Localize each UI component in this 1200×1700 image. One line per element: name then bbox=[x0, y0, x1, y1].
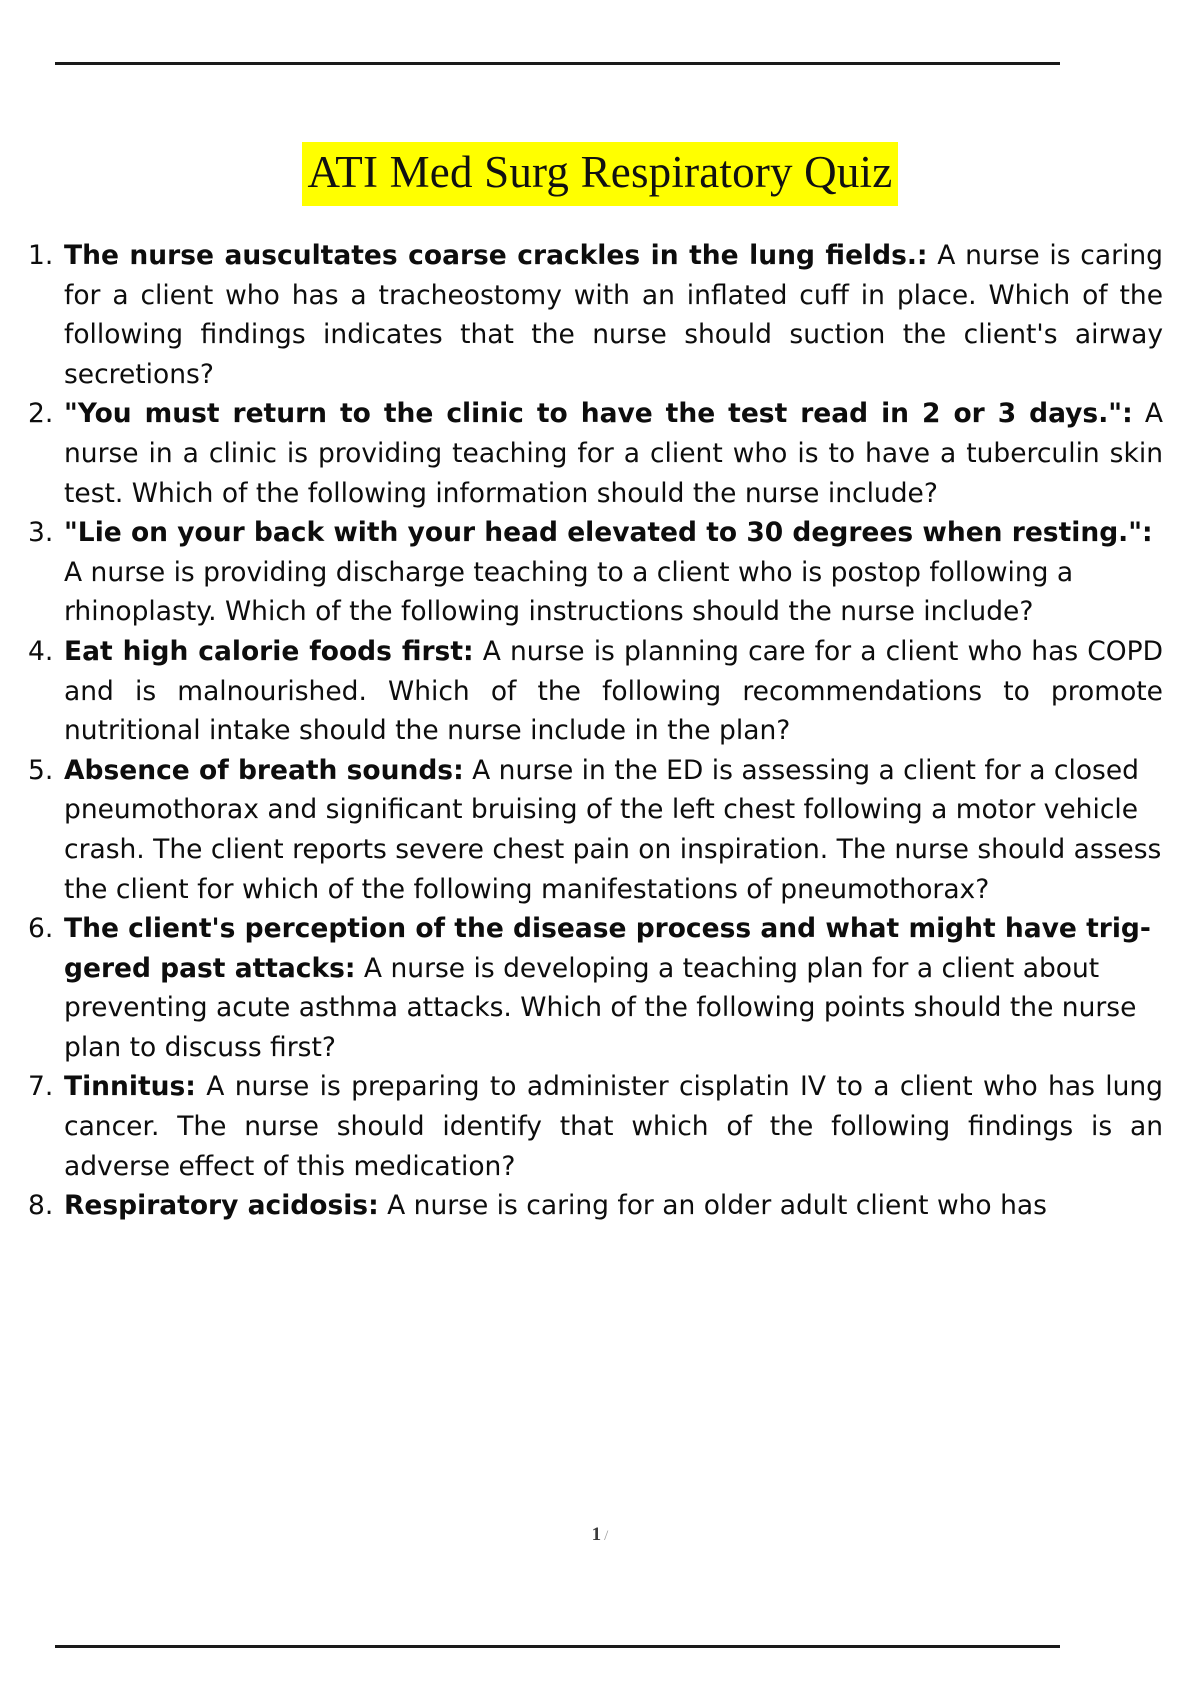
question-stem-2: A nurse in a clinic is providing teaching for a client who is to have a tuberculin skin test. Which of the following information should the nurse include? bbox=[64, 398, 1163, 509]
quiz-body bbox=[28, 236, 1163, 1226]
question-stem-8: A nurse is caring for an older adult client who has bbox=[378, 1190, 1047, 1222]
question-list bbox=[28, 236, 1163, 1226]
question-answer-2: "You must return to the clinic to have the test read in 2 or 3 days.": bbox=[64, 398, 1133, 430]
question-item-2 bbox=[28, 394, 1163, 513]
question-answer-3: "Lie on your back with your head elevated to 30 degrees when resting.": bbox=[64, 517, 1153, 549]
page-title: ATI Med Surg Respiratory Quiz bbox=[302, 142, 899, 206]
page-footer bbox=[0, 1524, 1200, 1546]
question-stem-6: A nurse is developing a teaching plan for a client about preventing acute asthma attacks. Which of the following points should the nurse plan to discuss first? bbox=[64, 952, 1137, 1063]
question-answer-8: Respiratory acidosis: bbox=[64, 1190, 379, 1222]
question-item-6 bbox=[28, 909, 1163, 1067]
question-item-4 bbox=[28, 632, 1163, 751]
question-stem-1: A nurse is caring for a client who has a tracheostomy with an inflated cuff in place. Which of the following findings indicates that the nurse should suction the client's airway secretions? bbox=[64, 240, 1163, 390]
page-number: 1 bbox=[591, 1524, 602, 1545]
question-answer-6: The client's perception of the disease process and what might have trig-gered past attacks: bbox=[64, 913, 1151, 984]
question-stem-5: A nurse in the ED is assessing a client for a closed pneumothorax and significant bruising of the left chest following a motor vehicle crash. The client reports severe chest pain on inspiration. The nurse should assess the client for which of the following manifestations of pneumothorax? bbox=[64, 754, 1162, 905]
question-stem-7: A nurse is preparing to administer cisplatin IV to a client who has lung cancer. The nurse should identify that which of the following findings is an adverse effect of this medication? bbox=[64, 1071, 1163, 1182]
question-item-1 bbox=[28, 236, 1163, 394]
question-stem-4: A nurse is planning care for a client who has COPD and is malnourished. Which of the following recommendations to promote nutritional intake should the nurse include in the plan? bbox=[64, 635, 1164, 747]
question-item-3 bbox=[28, 513, 1163, 632]
question-answer-5: Absence of breath sounds: bbox=[64, 754, 464, 786]
question-item-5 bbox=[28, 751, 1163, 909]
question-item-8 bbox=[28, 1186, 1163, 1226]
page-top-rule bbox=[55, 62, 1060, 65]
page-separator: / bbox=[604, 1528, 609, 1544]
question-answer-1: The nurse auscultates coarse crackles in the lung fields.: bbox=[64, 240, 928, 271]
question-item-7 bbox=[28, 1067, 1163, 1186]
page-title-container bbox=[0, 112, 1200, 236]
question-stem-3: A nurse is providing discharge teaching to a client who is postop following a rhinoplasty. Which of the following instructions should the nurse include? bbox=[64, 556, 1074, 628]
question-answer-4: Eat high calorie foods first: bbox=[64, 635, 474, 667]
page-bottom-rule bbox=[55, 1645, 1060, 1648]
question-answer-7: Tinnitus: bbox=[64, 1071, 196, 1103]
